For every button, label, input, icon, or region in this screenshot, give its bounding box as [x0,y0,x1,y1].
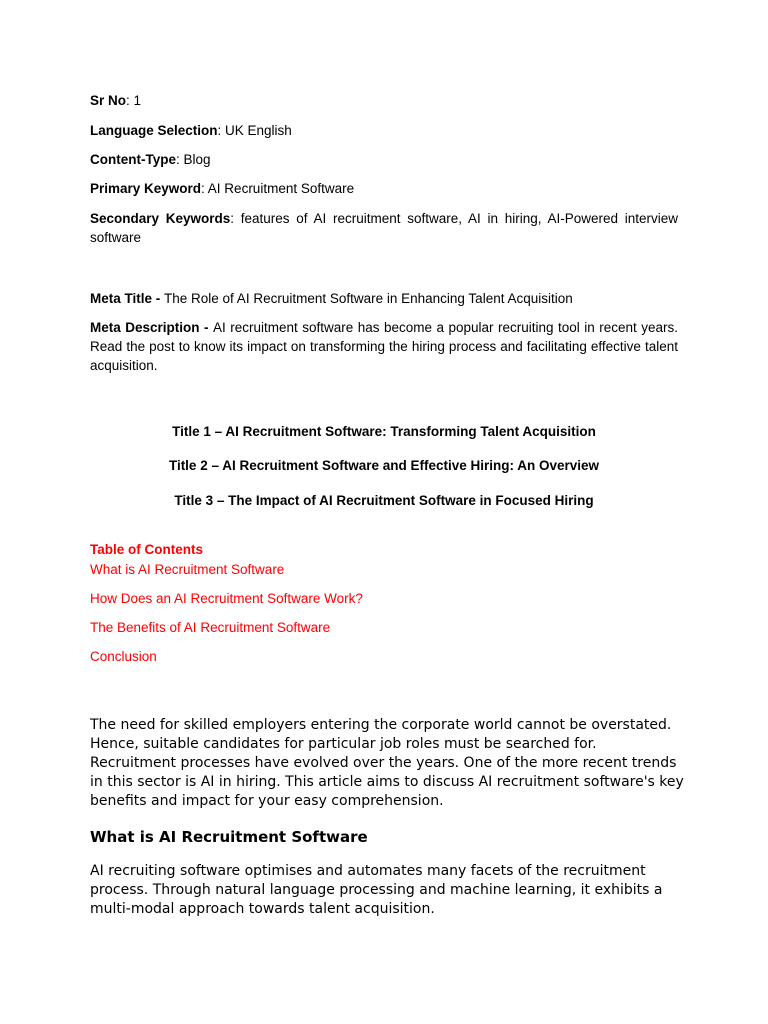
content-type-label: Content-Type [90,152,176,167]
secondary-keywords-value: : features of AI recruitment software, AI in hiring, AI-Powered interview software [90,211,678,245]
section-line: AI recruiting software optimises and automates many facets of the recruitment [90,863,646,879]
toc-item-what-is[interactable]: What is AI Recruitment Software [90,562,285,577]
language-label: Language Selection [90,123,218,138]
title-1: Title 1 – AI Recruitment Software: Transforming Talent Acquisition [172,424,596,439]
section-paragraph [90,862,690,919]
sr-no-label: Sr No [90,93,127,108]
secondary-keywords-label: Secondary Keywords [90,211,231,226]
section-heading: What is AI Recruitment Software [90,828,368,846]
intro-line: Recruitment processes have evolved over the years. One of the more recent trends [90,755,677,771]
intro-line: Hence, suitable candidates for particular job roles must be searched for. [90,736,597,752]
toc-item-benefits[interactable]: The Benefits of AI Recruitment Software [90,620,331,635]
meta-title-value: The Role of AI Recruitment Software in Enhancing Talent Acquisition [164,291,573,306]
toc-heading: Table of Contents [90,542,203,557]
content-type-value: : Blog [176,152,211,167]
sr-no-value: : 1 [126,93,142,108]
meta-title-line [90,289,678,308]
toc-item-conclusion[interactable]: Conclusion [90,649,157,664]
section-line: process. Through natural language processing and machine learning, it exhibits a [90,882,663,898]
title-3: Title 3 – The Impact of AI Recruitment Software in Focused Hiring [174,493,594,508]
language-line [90,121,678,140]
meta-description-label: Meta Description - [90,320,213,335]
intro-line: in this sector is AI in hiring. This article aims to discuss AI recruitment software's key [90,774,684,790]
secondary-keywords-line [90,209,678,247]
meta-description-value: AI recruitment software has become a popular recruiting tool in recent years. Read the post to know its impact on transforming the hiring process and facilitating effective talent acquisition. [90,320,678,373]
meta-title-label: Meta Title - [90,291,165,306]
primary-keyword-line [90,179,678,198]
sr-no-line [90,91,678,110]
intro-line: The need for skilled employers entering the corporate world cannot be overstated. [90,717,672,733]
intro-line: benefits and impact for your easy comprehension. [90,793,444,809]
primary-keyword-label: Primary Keyword [90,181,202,196]
primary-keyword-value: : AI Recruitment Software [201,181,355,196]
title-2: Title 2 – AI Recruitment Software and Effective Hiring: An Overview [168,458,600,473]
intro-paragraph [90,716,690,811]
section-line: multi-modal approach towards talent acquisition. [90,901,435,917]
language-value: : UK English [217,123,292,138]
meta-description-line [90,318,678,375]
content-type-line [90,150,678,169]
toc-item-how-does[interactable]: How Does an AI Recruitment Software Work? [90,591,363,606]
